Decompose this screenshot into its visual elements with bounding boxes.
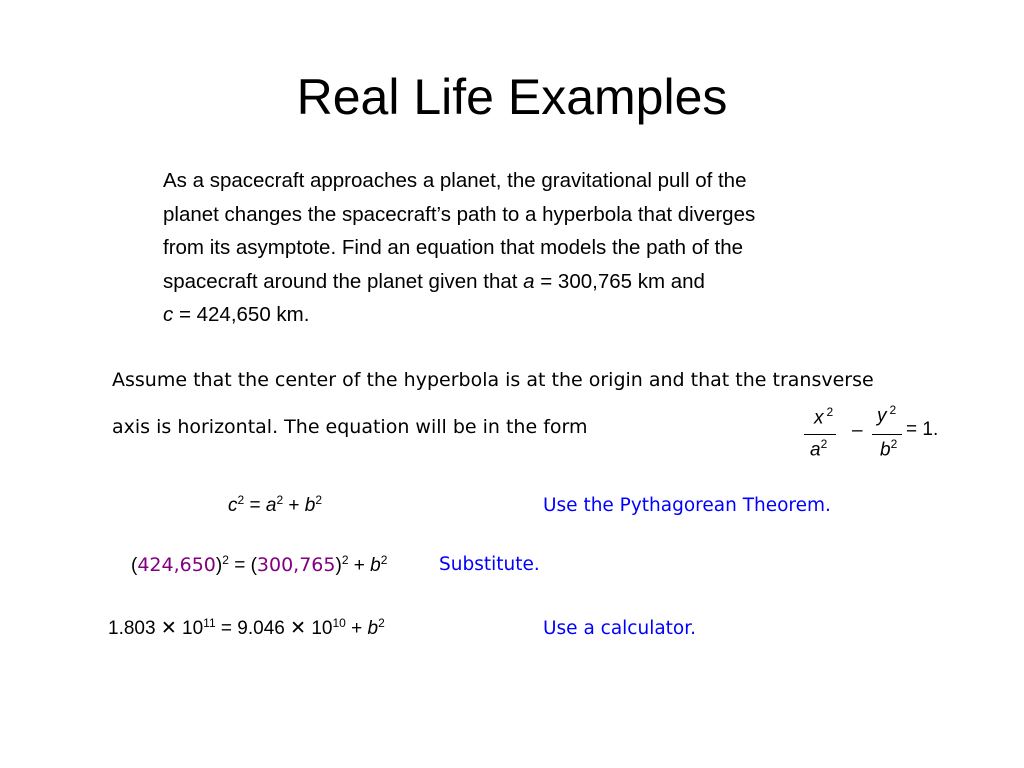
denominator-a: $a^2$ bbox=[810, 437, 828, 461]
step-note: Substitute. bbox=[439, 554, 540, 575]
numerator-y: y $^2$ bbox=[877, 403, 897, 427]
problem-line bbox=[163, 298, 923, 332]
times-icon: ✕ bbox=[290, 618, 307, 639]
problem-line: As a spacecraft approaches a planet, the gravitational pull of the bbox=[163, 169, 747, 192]
problem-line: planet changes the spacecraft’s path to a hyperbola that diverges bbox=[163, 202, 756, 226]
c-value-substituted: 424,650 bbox=[137, 554, 216, 576]
minus-sign: – bbox=[852, 420, 863, 441]
fraction-bar bbox=[804, 434, 836, 435]
times-icon: ✕ bbox=[160, 618, 177, 639]
numerator-x: x $^2$ bbox=[814, 405, 834, 429]
calculator-equation: 1.803 ✕ $10^{11} = 9.046$ ✕ $10^{10} + b^2$ bbox=[108, 616, 385, 639]
pythagorean-equation: $c^2 = a^2 + b^2$ bbox=[228, 493, 323, 516]
assumption-line: Assume that the center of the hyperbola is at the origin and that the transverse bbox=[112, 369, 874, 391]
problem-line bbox=[163, 265, 923, 299]
problem-statement bbox=[163, 164, 923, 332]
equals-one: = 1. bbox=[906, 419, 939, 440]
assumption-line: axis is horizontal. The equation will be in the form bbox=[112, 416, 588, 438]
variable-a: a bbox=[523, 269, 535, 293]
step-note: Use the Pythagorean Theorem. bbox=[543, 495, 831, 516]
a-value: = 300,765 km and bbox=[540, 269, 705, 293]
step-note: Use a calculator. bbox=[543, 618, 697, 639]
problem-line-text: spacecraft around the planet given that bbox=[163, 269, 518, 293]
a-value-substituted: 300,765 bbox=[256, 554, 336, 576]
slide-title: Real Life Examples bbox=[296, 69, 728, 125]
c-value: = 424,650 km. bbox=[178, 303, 310, 326]
denominator-b: $b^2$ bbox=[880, 437, 898, 461]
substitution-equation: $(424,650)^2 = (300,765)^2 + b^2$ bbox=[131, 553, 388, 576]
hyperbola-standard-form bbox=[796, 402, 956, 466]
problem-line: from its asymptote. Find an equation that models the path of the bbox=[163, 236, 744, 259]
variable-c: c bbox=[163, 303, 174, 326]
fraction-bar bbox=[872, 434, 902, 435]
